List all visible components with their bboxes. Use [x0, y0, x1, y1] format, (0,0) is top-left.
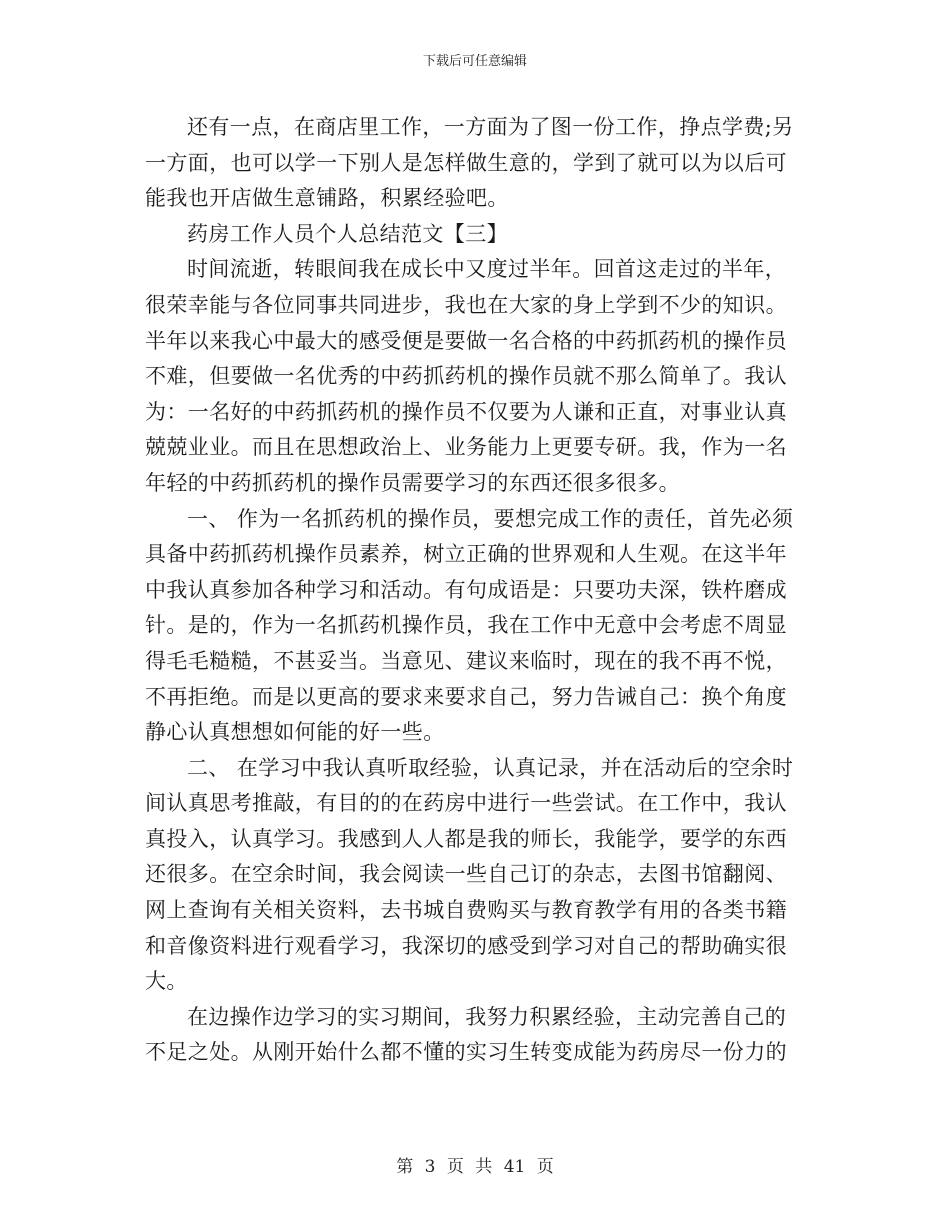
text-line: 二、 在学习中我认真听取经验，认真记录，并在活动后的空余时: [187, 755, 794, 780]
text-line: 中我认真参加各种学习和活动。有句成语是：只要功夫深，铁杵磨成: [145, 577, 787, 602]
page-footer: 第 3 页 共 41 页: [396, 1157, 554, 1177]
text-line: 很荣幸能与各位同事共同进步，我也在大家的身上学到不少的知识。: [145, 292, 787, 317]
text-line: 网上查询有关相关资料，去书城自费购买与教育教学有用的各类书籍: [145, 898, 787, 923]
text-line: 得毛毛糙糙，不甚妥当。当意见、建议来临时，现在的我不再不悦，: [145, 648, 787, 673]
text-line: 真投入，认真学习。我感到人人都是我的师长，我能学，要学的东西: [145, 826, 787, 851]
text-line: 药房工作人员个人总结范文【三】: [187, 221, 508, 246]
text-line: 大。: [145, 969, 188, 994]
text-line: 不足之处。从刚开始什么都不懂的实习生转变成能为药房尽一份力的: [145, 1040, 787, 1065]
text-line: 静心认真想想如何能的好一些。: [145, 720, 445, 745]
text-line: 一、 作为一名抓药机的操作员，要想完成工作的责任，首先必须: [187, 506, 794, 531]
text-line: 针。是的，作为一名抓药机操作员，我在工作中无意中会考虑不周显: [145, 613, 787, 638]
text-line: 一方面，也可以学一下别人是怎样做生意的，学到了就可以为以后可: [145, 150, 787, 175]
text-line: 不难，但要做一名优秀的中药抓药机的操作员就不那么简单了。我认: [145, 364, 787, 389]
text-line: 年轻的中药抓药机的操作员需要学习的东西还很多很多。: [145, 470, 680, 495]
text-line: 时间流逝，转眼间我在成长中又度过半年。回首这走过的半年，: [187, 257, 787, 282]
text-line: 在边操作边学习的实习期间，我努力积累经验，主动完善自己的: [187, 1004, 787, 1029]
text-line: 兢兢业业。而且在思想政治上、业务能力上更要专研。我，作为一名: [145, 435, 787, 460]
text-line: 还有一点，在商店里工作，一方面为了图一份工作，挣点学费;另: [187, 115, 794, 139]
text-line: 不再拒绝。而是以更高的要求来要求自己，努力告诫自己：换个角度: [145, 684, 787, 709]
text-line: 为：一名好的中药抓药机的操作员不仅要为人谦和正直，对事业认真: [145, 399, 787, 424]
page-header: 下载后可任意编辑: [422, 54, 527, 69]
text-line: 还很多。在空余时间，我会阅读一些自己订的杂志，去图书馆翻阅、: [145, 862, 787, 887]
text-line: 具备中药抓药机操作员素养，树立正确的世界观和人生观。在这半年: [145, 542, 787, 567]
text-line: 能我也开店做生意铺路，积累经验吧。: [145, 186, 509, 211]
text-line: 和音像资料进行观看学习，我深切的感受到学习对自己的帮助确实很: [145, 933, 787, 958]
text-line: 半年以来我心中最大的感受便是要做一名合格的中药抓药机的操作员: [145, 328, 787, 353]
text-line: 间认真思考推敲，有目的的在药房中进行一些尝试。在工作中，我认: [145, 791, 787, 816]
document-body: [145, 110, 810, 1071]
